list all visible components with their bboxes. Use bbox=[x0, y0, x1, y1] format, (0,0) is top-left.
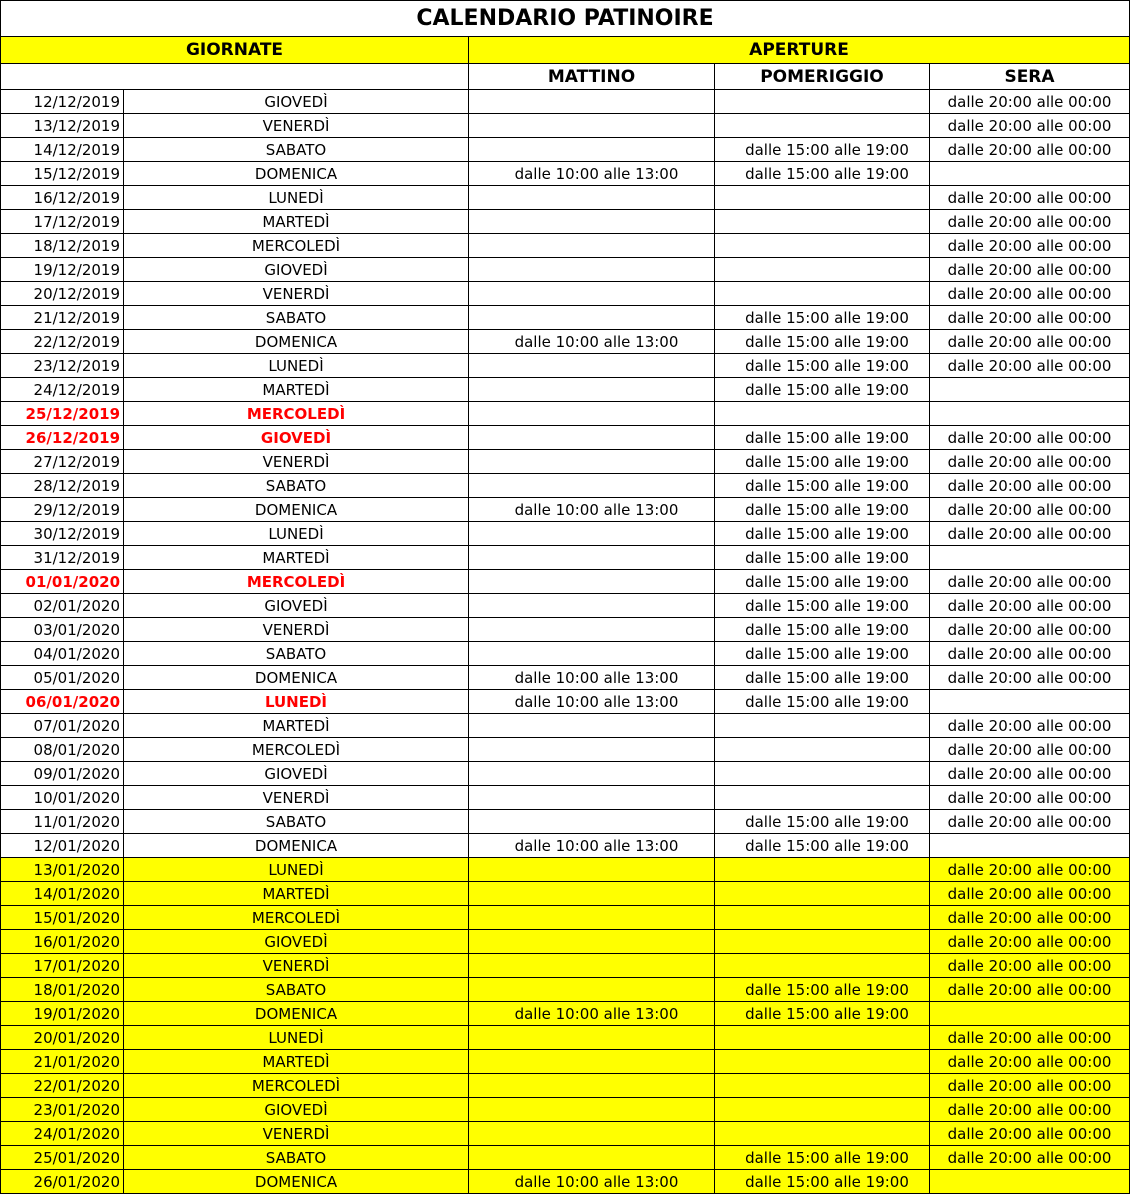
date-cell: 20/01/2020 bbox=[1, 1026, 124, 1050]
date-cell: 01/01/2020 bbox=[1, 570, 124, 594]
pomeriggio-cell: dalle 15:00 alle 19:00 bbox=[715, 570, 930, 594]
table-row bbox=[1, 930, 1130, 954]
table-row bbox=[1, 162, 1130, 186]
pomeriggio-cell: dalle 15:00 alle 19:00 bbox=[715, 618, 930, 642]
mattino-cell bbox=[469, 570, 715, 594]
date-cell: 03/01/2020 bbox=[1, 618, 124, 642]
date-cell: 17/01/2020 bbox=[1, 954, 124, 978]
weekday-cell: DOMENICA bbox=[124, 498, 469, 522]
table-row bbox=[1, 186, 1130, 210]
table-row bbox=[1, 1170, 1130, 1194]
mattino-cell: dalle 10:00 alle 13:00 bbox=[469, 330, 715, 354]
pomeriggio-cell bbox=[715, 1050, 930, 1074]
sera-cell: dalle 20:00 alle 00:00 bbox=[930, 1026, 1130, 1050]
pomeriggio-cell bbox=[715, 186, 930, 210]
sera-cell: dalle 20:00 alle 00:00 bbox=[930, 954, 1130, 978]
sera-cell: dalle 20:00 alle 00:00 bbox=[930, 234, 1130, 258]
date-cell: 16/01/2020 bbox=[1, 930, 124, 954]
pomeriggio-cell bbox=[715, 954, 930, 978]
mattino-cell bbox=[469, 210, 715, 234]
date-cell: 26/12/2019 bbox=[1, 426, 124, 450]
mattino-cell: dalle 10:00 alle 13:00 bbox=[469, 1002, 715, 1026]
header-aperture: APERTURE bbox=[469, 37, 1130, 64]
pomeriggio-cell: dalle 15:00 alle 19:00 bbox=[715, 426, 930, 450]
weekday-cell: GIOVEDÌ bbox=[124, 258, 469, 282]
table-row bbox=[1, 690, 1130, 714]
sera-cell: dalle 20:00 alle 00:00 bbox=[930, 138, 1130, 162]
mattino-cell bbox=[469, 402, 715, 426]
weekday-cell: LUNEDÌ bbox=[124, 858, 469, 882]
weekday-cell: DOMENICA bbox=[124, 834, 469, 858]
date-cell: 11/01/2020 bbox=[1, 810, 124, 834]
weekday-cell: VENERDÌ bbox=[124, 786, 469, 810]
mattino-cell bbox=[469, 954, 715, 978]
pomeriggio-cell bbox=[715, 858, 930, 882]
sera-cell: dalle 20:00 alle 00:00 bbox=[930, 258, 1130, 282]
weekday-cell: GIOVEDÌ bbox=[124, 426, 469, 450]
table-row bbox=[1, 978, 1130, 1002]
weekday-cell: SABATO bbox=[124, 642, 469, 666]
weekday-cell: MARTEDÌ bbox=[124, 546, 469, 570]
date-cell: 29/12/2019 bbox=[1, 498, 124, 522]
weekday-cell: LUNEDÌ bbox=[124, 186, 469, 210]
weekday-cell: DOMENICA bbox=[124, 162, 469, 186]
table-row bbox=[1, 882, 1130, 906]
mattino-cell: dalle 10:00 alle 13:00 bbox=[469, 162, 715, 186]
pomeriggio-cell bbox=[715, 114, 930, 138]
table-row bbox=[1, 498, 1130, 522]
weekday-cell: LUNEDÌ bbox=[124, 1026, 469, 1050]
sera-cell bbox=[930, 1170, 1130, 1194]
sera-cell: dalle 20:00 alle 00:00 bbox=[930, 786, 1130, 810]
table-row bbox=[1, 714, 1130, 738]
sera-cell: dalle 20:00 alle 00:00 bbox=[930, 882, 1130, 906]
table-row bbox=[1, 522, 1130, 546]
weekday-cell: VENERDÌ bbox=[124, 282, 469, 306]
pomeriggio-cell: dalle 15:00 alle 19:00 bbox=[715, 306, 930, 330]
pomeriggio-cell: dalle 15:00 alle 19:00 bbox=[715, 546, 930, 570]
sera-cell: dalle 20:00 alle 00:00 bbox=[930, 1146, 1130, 1170]
pomeriggio-cell: dalle 15:00 alle 19:00 bbox=[715, 642, 930, 666]
table-row bbox=[1, 1074, 1130, 1098]
header-giornate: GIORNATE bbox=[1, 37, 469, 64]
mattino-cell bbox=[469, 1146, 715, 1170]
mattino-cell bbox=[469, 426, 715, 450]
pomeriggio-cell bbox=[715, 282, 930, 306]
sera-cell: dalle 20:00 alle 00:00 bbox=[930, 858, 1130, 882]
pomeriggio-cell: dalle 15:00 alle 19:00 bbox=[715, 834, 930, 858]
sera-cell: dalle 20:00 alle 00:00 bbox=[930, 330, 1130, 354]
sera-cell bbox=[930, 546, 1130, 570]
weekday-cell: DOMENICA bbox=[124, 1002, 469, 1026]
table-row bbox=[1, 402, 1130, 426]
pomeriggio-cell bbox=[715, 210, 930, 234]
table-row bbox=[1, 114, 1130, 138]
table-row bbox=[1, 426, 1130, 450]
sera-cell: dalle 20:00 alle 00:00 bbox=[930, 978, 1130, 1002]
table-row bbox=[1, 1122, 1130, 1146]
weekday-cell: LUNEDÌ bbox=[124, 690, 469, 714]
pomeriggio-cell: dalle 15:00 alle 19:00 bbox=[715, 810, 930, 834]
date-cell: 28/12/2019 bbox=[1, 474, 124, 498]
date-cell: 10/01/2020 bbox=[1, 786, 124, 810]
sera-cell bbox=[930, 162, 1130, 186]
weekday-cell: SABATO bbox=[124, 978, 469, 1002]
date-cell: 27/12/2019 bbox=[1, 450, 124, 474]
mattino-cell bbox=[469, 378, 715, 402]
weekday-cell: VENERDÌ bbox=[124, 618, 469, 642]
weekday-cell: MARTEDÌ bbox=[124, 210, 469, 234]
table-row bbox=[1, 234, 1130, 258]
weekday-cell: VENERDÌ bbox=[124, 1122, 469, 1146]
weekday-cell: MARTEDÌ bbox=[124, 714, 469, 738]
mattino-cell: dalle 10:00 alle 13:00 bbox=[469, 834, 715, 858]
mattino-cell bbox=[469, 186, 715, 210]
mattino-cell: dalle 10:00 alle 13:00 bbox=[469, 1170, 715, 1194]
mattino-cell bbox=[469, 594, 715, 618]
subheader-row bbox=[1, 64, 1130, 90]
mattino-cell: dalle 10:00 alle 13:00 bbox=[469, 666, 715, 690]
pomeriggio-cell: dalle 15:00 alle 19:00 bbox=[715, 162, 930, 186]
sera-cell bbox=[930, 402, 1130, 426]
sera-cell: dalle 20:00 alle 00:00 bbox=[930, 930, 1130, 954]
table-row bbox=[1, 1146, 1130, 1170]
weekday-cell: MERCOLEDÌ bbox=[124, 906, 469, 930]
weekday-cell: MERCOLEDÌ bbox=[124, 234, 469, 258]
sera-cell: dalle 20:00 alle 00:00 bbox=[930, 450, 1130, 474]
mattino-cell bbox=[469, 1026, 715, 1050]
sera-cell bbox=[930, 1002, 1130, 1026]
sera-cell: dalle 20:00 alle 00:00 bbox=[930, 90, 1130, 114]
date-cell: 23/01/2020 bbox=[1, 1098, 124, 1122]
pomeriggio-cell: dalle 15:00 alle 19:00 bbox=[715, 1002, 930, 1026]
table-row bbox=[1, 330, 1130, 354]
table-row bbox=[1, 1026, 1130, 1050]
table-row bbox=[1, 570, 1130, 594]
weekday-cell: VENERDÌ bbox=[124, 450, 469, 474]
sera-cell: dalle 20:00 alle 00:00 bbox=[930, 714, 1130, 738]
pomeriggio-cell bbox=[715, 714, 930, 738]
date-cell: 15/01/2020 bbox=[1, 906, 124, 930]
weekday-cell: MERCOLEDÌ bbox=[124, 402, 469, 426]
date-cell: 13/01/2020 bbox=[1, 858, 124, 882]
mattino-cell bbox=[469, 1098, 715, 1122]
mattino-cell bbox=[469, 282, 715, 306]
mattino-cell bbox=[469, 450, 715, 474]
mattino-cell bbox=[469, 522, 715, 546]
mattino-cell bbox=[469, 906, 715, 930]
date-cell: 31/12/2019 bbox=[1, 546, 124, 570]
pomeriggio-cell: dalle 15:00 alle 19:00 bbox=[715, 978, 930, 1002]
weekday-cell: GIOVEDÌ bbox=[124, 930, 469, 954]
date-cell: 30/12/2019 bbox=[1, 522, 124, 546]
date-cell: 13/12/2019 bbox=[1, 114, 124, 138]
table-row bbox=[1, 474, 1130, 498]
pomeriggio-cell: dalle 15:00 alle 19:00 bbox=[715, 690, 930, 714]
mattino-cell bbox=[469, 762, 715, 786]
mattino-cell bbox=[469, 138, 715, 162]
date-cell: 07/01/2020 bbox=[1, 714, 124, 738]
sera-cell: dalle 20:00 alle 00:00 bbox=[930, 282, 1130, 306]
header-pomeriggio: POMERIGGIO bbox=[715, 64, 930, 90]
pomeriggio-cell bbox=[715, 1026, 930, 1050]
pomeriggio-cell bbox=[715, 1098, 930, 1122]
date-cell: 08/01/2020 bbox=[1, 738, 124, 762]
sera-cell: dalle 20:00 alle 00:00 bbox=[930, 186, 1130, 210]
pomeriggio-cell: dalle 15:00 alle 19:00 bbox=[715, 498, 930, 522]
table-row bbox=[1, 1002, 1130, 1026]
sera-cell bbox=[930, 834, 1130, 858]
pomeriggio-cell: dalle 15:00 alle 19:00 bbox=[715, 354, 930, 378]
date-cell: 19/12/2019 bbox=[1, 258, 124, 282]
mattino-cell bbox=[469, 354, 715, 378]
pomeriggio-cell: dalle 15:00 alle 19:00 bbox=[715, 522, 930, 546]
date-cell: 23/12/2019 bbox=[1, 354, 124, 378]
sera-cell: dalle 20:00 alle 00:00 bbox=[930, 1074, 1130, 1098]
date-cell: 21/12/2019 bbox=[1, 306, 124, 330]
date-cell: 14/01/2020 bbox=[1, 882, 124, 906]
weekday-cell: GIOVEDÌ bbox=[124, 762, 469, 786]
table-row bbox=[1, 858, 1130, 882]
sera-cell: dalle 20:00 alle 00:00 bbox=[930, 210, 1130, 234]
mattino-cell bbox=[469, 234, 715, 258]
pomeriggio-cell: dalle 15:00 alle 19:00 bbox=[715, 666, 930, 690]
mattino-cell bbox=[469, 258, 715, 282]
mattino-cell bbox=[469, 1122, 715, 1146]
table-row bbox=[1, 546, 1130, 570]
sera-cell: dalle 20:00 alle 00:00 bbox=[930, 810, 1130, 834]
mattino-cell bbox=[469, 810, 715, 834]
sera-cell: dalle 20:00 alle 00:00 bbox=[930, 306, 1130, 330]
mattino-cell bbox=[469, 1074, 715, 1098]
weekday-cell: GIOVEDÌ bbox=[124, 90, 469, 114]
table-row bbox=[1, 786, 1130, 810]
pomeriggio-cell bbox=[715, 258, 930, 282]
date-cell: 12/12/2019 bbox=[1, 90, 124, 114]
table-row bbox=[1, 306, 1130, 330]
date-cell: 17/12/2019 bbox=[1, 210, 124, 234]
weekday-cell: GIOVEDÌ bbox=[124, 1098, 469, 1122]
sera-cell: dalle 20:00 alle 00:00 bbox=[930, 1122, 1130, 1146]
pomeriggio-cell: dalle 15:00 alle 19:00 bbox=[715, 1146, 930, 1170]
pomeriggio-cell bbox=[715, 738, 930, 762]
weekday-cell: MERCOLEDÌ bbox=[124, 738, 469, 762]
weekday-cell: SABATO bbox=[124, 138, 469, 162]
sera-cell: dalle 20:00 alle 00:00 bbox=[930, 114, 1130, 138]
mattino-cell bbox=[469, 1050, 715, 1074]
sera-cell bbox=[930, 690, 1130, 714]
table-row bbox=[1, 1050, 1130, 1074]
table-row bbox=[1, 282, 1130, 306]
date-cell: 22/12/2019 bbox=[1, 330, 124, 354]
weekday-cell: SABATO bbox=[124, 1146, 469, 1170]
mattino-cell bbox=[469, 882, 715, 906]
weekday-cell: LUNEDÌ bbox=[124, 354, 469, 378]
date-cell: 24/01/2020 bbox=[1, 1122, 124, 1146]
header-sera: SERA bbox=[930, 64, 1130, 90]
table-row bbox=[1, 738, 1130, 762]
pomeriggio-cell bbox=[715, 234, 930, 258]
table-row bbox=[1, 1098, 1130, 1122]
weekday-cell: VENERDÌ bbox=[124, 114, 469, 138]
sera-cell: dalle 20:00 alle 00:00 bbox=[930, 426, 1130, 450]
mattino-cell: dalle 10:00 alle 13:00 bbox=[469, 690, 715, 714]
calendar-body bbox=[1, 1, 1130, 1194]
table-row bbox=[1, 354, 1130, 378]
subheader-blank bbox=[1, 64, 469, 90]
sera-cell: dalle 20:00 alle 00:00 bbox=[930, 1050, 1130, 1074]
mattino-cell bbox=[469, 714, 715, 738]
title-row bbox=[1, 1, 1130, 37]
table-row bbox=[1, 834, 1130, 858]
date-cell: 25/01/2020 bbox=[1, 1146, 124, 1170]
table-row bbox=[1, 378, 1130, 402]
sera-cell: dalle 20:00 alle 00:00 bbox=[930, 618, 1130, 642]
sera-cell bbox=[930, 378, 1130, 402]
table-row bbox=[1, 90, 1130, 114]
pomeriggio-cell: dalle 15:00 alle 19:00 bbox=[715, 1170, 930, 1194]
mattino-cell bbox=[469, 930, 715, 954]
sera-cell: dalle 20:00 alle 00:00 bbox=[930, 666, 1130, 690]
pomeriggio-cell: dalle 15:00 alle 19:00 bbox=[715, 378, 930, 402]
pomeriggio-cell bbox=[715, 930, 930, 954]
table-row bbox=[1, 450, 1130, 474]
weekday-cell: SABATO bbox=[124, 810, 469, 834]
table-row bbox=[1, 210, 1130, 234]
weekday-cell: DOMENICA bbox=[124, 666, 469, 690]
pomeriggio-cell bbox=[715, 762, 930, 786]
sera-cell: dalle 20:00 alle 00:00 bbox=[930, 1098, 1130, 1122]
weekday-cell: MERCOLEDÌ bbox=[124, 1074, 469, 1098]
date-cell: 19/01/2020 bbox=[1, 1002, 124, 1026]
date-cell: 18/01/2020 bbox=[1, 978, 124, 1002]
pomeriggio-cell: dalle 15:00 alle 19:00 bbox=[715, 450, 930, 474]
date-cell: 02/01/2020 bbox=[1, 594, 124, 618]
date-cell: 06/01/2020 bbox=[1, 690, 124, 714]
mattino-cell bbox=[469, 858, 715, 882]
sera-cell: dalle 20:00 alle 00:00 bbox=[930, 474, 1130, 498]
mattino-cell bbox=[469, 786, 715, 810]
weekday-cell: DOMENICA bbox=[124, 1170, 469, 1194]
pomeriggio-cell: dalle 15:00 alle 19:00 bbox=[715, 594, 930, 618]
sera-cell: dalle 20:00 alle 00:00 bbox=[930, 642, 1130, 666]
table-row bbox=[1, 954, 1130, 978]
weekday-cell: MARTEDÌ bbox=[124, 378, 469, 402]
weekday-cell: LUNEDÌ bbox=[124, 522, 469, 546]
date-cell: 15/12/2019 bbox=[1, 162, 124, 186]
mattino-cell bbox=[469, 114, 715, 138]
date-cell: 25/12/2019 bbox=[1, 402, 124, 426]
date-cell: 20/12/2019 bbox=[1, 282, 124, 306]
mattino-cell: dalle 10:00 alle 13:00 bbox=[469, 498, 715, 522]
weekday-cell: MARTEDÌ bbox=[124, 1050, 469, 1074]
weekday-cell: SABATO bbox=[124, 474, 469, 498]
pomeriggio-cell bbox=[715, 786, 930, 810]
table-row bbox=[1, 642, 1130, 666]
sera-cell: dalle 20:00 alle 00:00 bbox=[930, 594, 1130, 618]
header-mattino: MATTINO bbox=[469, 64, 715, 90]
pomeriggio-cell bbox=[715, 1122, 930, 1146]
table-row bbox=[1, 258, 1130, 282]
date-cell: 26/01/2020 bbox=[1, 1170, 124, 1194]
mattino-cell bbox=[469, 306, 715, 330]
date-cell: 16/12/2019 bbox=[1, 186, 124, 210]
date-cell: 09/01/2020 bbox=[1, 762, 124, 786]
pomeriggio-cell bbox=[715, 906, 930, 930]
pomeriggio-cell bbox=[715, 1074, 930, 1098]
sera-cell: dalle 20:00 alle 00:00 bbox=[930, 354, 1130, 378]
weekday-cell: SABATO bbox=[124, 306, 469, 330]
sera-cell: dalle 20:00 alle 00:00 bbox=[930, 906, 1130, 930]
date-cell: 14/12/2019 bbox=[1, 138, 124, 162]
table-row bbox=[1, 618, 1130, 642]
table-row bbox=[1, 762, 1130, 786]
sera-cell: dalle 20:00 alle 00:00 bbox=[930, 498, 1130, 522]
pomeriggio-cell bbox=[715, 882, 930, 906]
date-cell: 05/01/2020 bbox=[1, 666, 124, 690]
pomeriggio-cell: dalle 15:00 alle 19:00 bbox=[715, 138, 930, 162]
table-row bbox=[1, 666, 1130, 690]
mattino-cell bbox=[469, 618, 715, 642]
sera-cell: dalle 20:00 alle 00:00 bbox=[930, 570, 1130, 594]
mattino-cell bbox=[469, 546, 715, 570]
sera-cell: dalle 20:00 alle 00:00 bbox=[930, 762, 1130, 786]
weekday-cell: VENERDÌ bbox=[124, 954, 469, 978]
date-cell: 12/01/2020 bbox=[1, 834, 124, 858]
date-cell: 04/01/2020 bbox=[1, 642, 124, 666]
date-cell: 24/12/2019 bbox=[1, 378, 124, 402]
mattino-cell bbox=[469, 642, 715, 666]
mattino-cell bbox=[469, 474, 715, 498]
table-row bbox=[1, 138, 1130, 162]
table-row bbox=[1, 594, 1130, 618]
weekday-cell: MARTEDÌ bbox=[124, 882, 469, 906]
sera-cell: dalle 20:00 alle 00:00 bbox=[930, 738, 1130, 762]
table-row bbox=[1, 810, 1130, 834]
weekday-cell: DOMENICA bbox=[124, 330, 469, 354]
pomeriggio-cell: dalle 15:00 alle 19:00 bbox=[715, 330, 930, 354]
group-header-row bbox=[1, 37, 1130, 64]
weekday-cell: GIOVEDÌ bbox=[124, 594, 469, 618]
mattino-cell bbox=[469, 90, 715, 114]
pomeriggio-cell bbox=[715, 402, 930, 426]
pomeriggio-cell bbox=[715, 90, 930, 114]
mattino-cell bbox=[469, 738, 715, 762]
date-cell: 18/12/2019 bbox=[1, 234, 124, 258]
weekday-cell: MERCOLEDÌ bbox=[124, 570, 469, 594]
table-row bbox=[1, 906, 1130, 930]
sera-cell: dalle 20:00 alle 00:00 bbox=[930, 522, 1130, 546]
page-title: CALENDARIO PATINOIRE bbox=[1, 1, 1130, 37]
date-cell: 22/01/2020 bbox=[1, 1074, 124, 1098]
pomeriggio-cell: dalle 15:00 alle 19:00 bbox=[715, 474, 930, 498]
mattino-cell bbox=[469, 978, 715, 1002]
date-cell: 21/01/2020 bbox=[1, 1050, 124, 1074]
